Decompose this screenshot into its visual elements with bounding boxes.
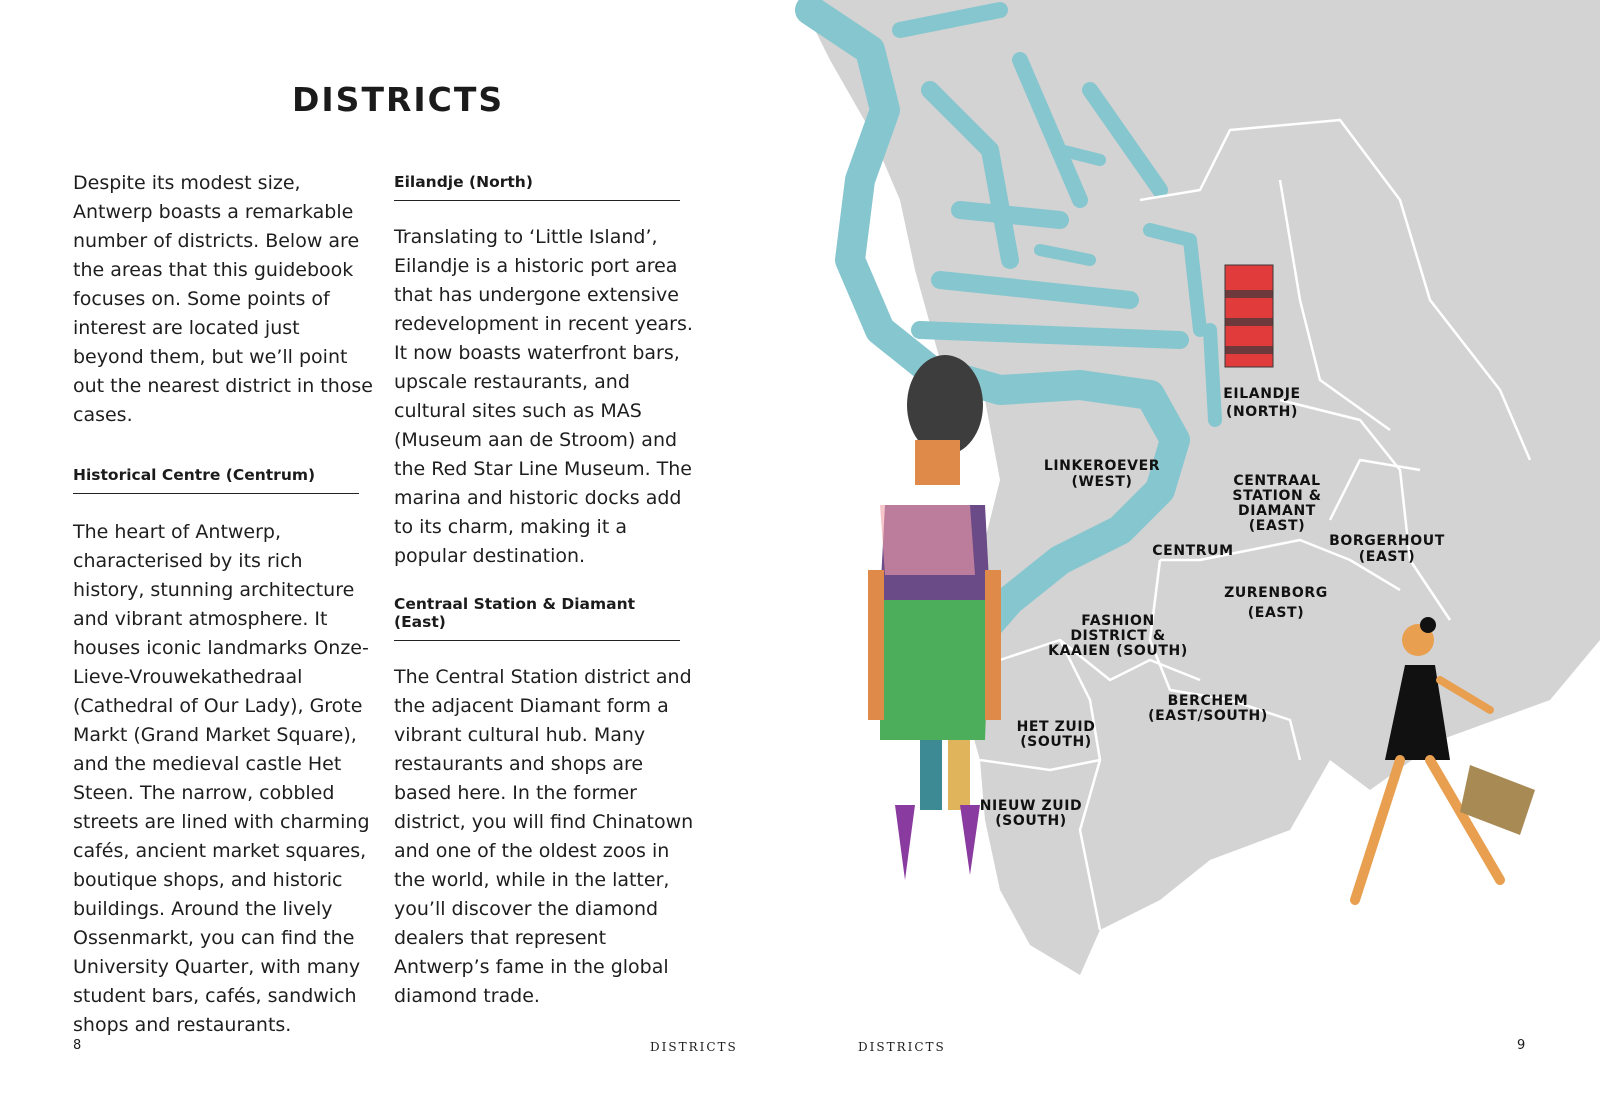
text-column-right [394, 173, 694, 1011]
section-text-eilandje: Translating to ‘Little Island’, Eilandje is a historic port area that has undergone extensive redevelopment in recent years. It now boasts waterfront bars, upscale restaurants, and cultural sites such as MAS (Museum aan de Stroom) and the Red Star Line Museum. The marina and historic docks add to its charm, making it a popular destination. [394, 226, 693, 567]
label-centrum: CENTRUM [1152, 543, 1234, 559]
section-heading-centraal: Centraal Station & Diamant (East) [394, 595, 680, 641]
label-centraal-station-diamant: CENTRAAL STATION & DIAMANT (EAST) [1232, 473, 1322, 534]
page-number-right: 9 [1517, 1038, 1526, 1053]
map-land [800, 0, 1600, 975]
text-column-left [73, 169, 373, 1040]
section-heading-centrum: Historical Centre (Centrum) [73, 466, 359, 494]
page-title: DISTRICTS [292, 80, 505, 119]
intro-paragraph: Despite its modest size, Antwerp boasts a remarkable number of districts. Below are the areas that this guidebook focuses on. Some points of interest are located just beyond them, but we’ll point out the nearest district in those cases. [73, 172, 374, 426]
label-eilandje: EILANDJE (NORTH) [1223, 386, 1301, 420]
label-berchem: BERCHEM (EAST/SOUTH) [1148, 693, 1268, 724]
label-fashion-district: FASHION DISTRICT & KAAIEN (SOUTH) [1048, 613, 1188, 659]
section-text-centrum: The heart of Antwerp, characterised by its rich history, stunning architecture and vibrant atmosphere. It houses iconic landmarks Onze-Lieve-Vrouwekathedraal (Cathedral of Our Lady), Grote Markt (Grand Market Square), and the medieval castle Het Steen. The narrow, cobbled streets are lined with charming cafés, ancient market squares, boutique shops, and historic buildings. Around the lively Ossenmarkt, you can find the University Quarter, with many student bars, cafés, sandwich shops and restaurants. [73, 521, 370, 1036]
label-linkeroever: LINKEROEVER (WEST) [1043, 458, 1161, 490]
running-header-right: DISTRICTS [858, 1040, 946, 1054]
page-number-left: 8 [73, 1038, 82, 1053]
label-borgerhout: BORGERHOUT (EAST) [1329, 533, 1445, 565]
mas-building-illustration [1225, 265, 1273, 367]
running-header-left: DISTRICTS [650, 1040, 738, 1054]
section-text-centraal: The Central Station district and the adjacent Diamant form a vibrant cultural hub. Many restaurants and shops are based here. In the former district, you will find Chinatown and one of the oldest zoos in the world, while in the latter, you’ll discover the diamond dealers that represent Antwerp’s fame in the global diamond trade. [394, 666, 694, 1007]
label-zurenborg: ZURENBORG (EAST) [1224, 585, 1328, 621]
section-heading-eilandje: Eilandje (North) [394, 173, 680, 201]
label-nieuw-zuid: NIEUW ZUID (SOUTH) [979, 798, 1083, 829]
label-het-zuid: HET ZUID (SOUTH) [1016, 719, 1096, 750]
